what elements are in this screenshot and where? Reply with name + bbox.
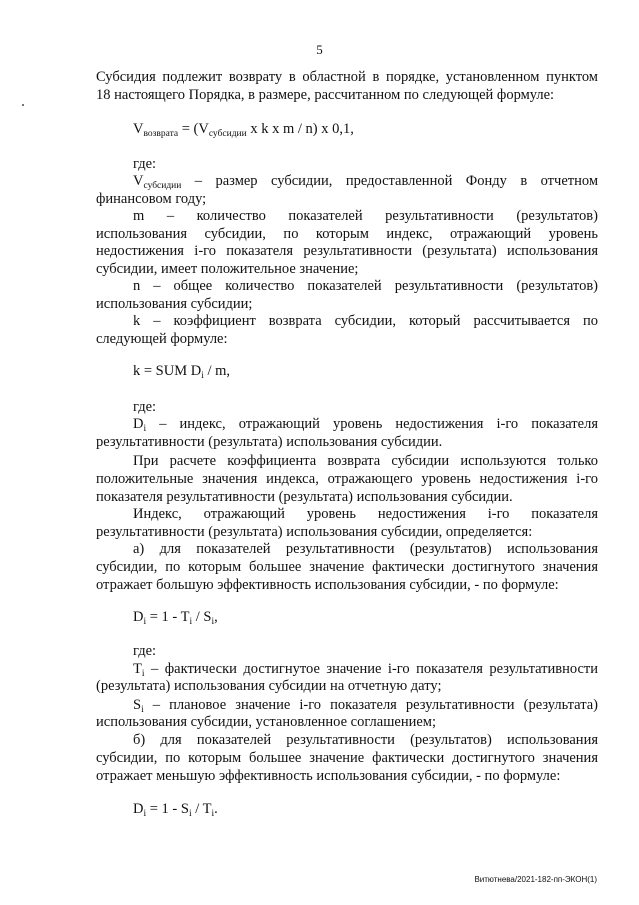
formula-text: = 1 - S [146, 801, 189, 817]
text-line [133, 172, 598, 190]
formula-text: = 1 - T [146, 609, 190, 625]
text-line: k – коэффициент возврата субсидии, который рассчитывается по [133, 313, 598, 329]
formula-subscript: i [141, 669, 145, 678]
formula-subscript: i [211, 809, 215, 818]
text-fragment: – фактически достигнутое значение i-го показателя результативности [144, 661, 598, 677]
formula-text: x k x m / n) x 0,1, [246, 121, 354, 137]
text-line: недостижения i-го показателя результативности (результата) использования [96, 243, 598, 259]
text-line [133, 660, 598, 678]
formula-subscript: субсидии [208, 129, 247, 138]
text-line: результативности (результата) использования субсидии. [96, 434, 443, 450]
formula-text: = (V [178, 121, 209, 137]
text-line: (результата) использования субсидии на отчетную дату; [96, 678, 442, 694]
formula-subscript: i [143, 809, 147, 818]
formula-text: k = SUM D [133, 363, 202, 379]
text-line: финансовом году; [96, 191, 207, 207]
text-line: использования субсидии, по которым индекс, отражающий уровень [96, 226, 598, 242]
text-fragment: – размер субсидии, предоставленной Фонду в отчетном [181, 173, 598, 189]
formula-text: D [133, 609, 144, 625]
formula-text: S [133, 697, 142, 713]
formula-k [133, 362, 230, 380]
text-line [133, 415, 598, 433]
page-number: 5 [316, 42, 323, 57]
where-label: где: [133, 643, 157, 659]
formula-text: . [214, 801, 218, 817]
text-line: 18 настоящего Порядка, в размере, рассчитанном по следующей формуле: [96, 87, 555, 103]
text-line: положительные значения индекса, отражающего уровень недостижения i-го [96, 471, 598, 487]
formula-subscript: субсидии [143, 181, 182, 190]
text-line: а) для показателей результативности (результатов) использования [133, 541, 598, 557]
text-line: субсидии, по которым большее значение фактически достигнутого значения [96, 750, 598, 766]
formula-text: , [214, 609, 218, 625]
formula-subscript: i [143, 617, 147, 626]
formula-text: / T [191, 801, 212, 817]
scan-mark [22, 104, 24, 106]
text-line: Индекс, отражающий уровень недостижения i-го показателя [133, 506, 598, 522]
where-label: где: [133, 156, 157, 172]
text-line: б) для показателей результативности (результатов) использования [133, 732, 598, 748]
text-fragment: – плановое значение i-го показателя результативности (результата) [143, 697, 598, 713]
text-line: результативности (результата) использования субсидии, определяется: [96, 524, 533, 540]
text-line: При расчете коэффициента возврата субсидии используются только [133, 453, 598, 469]
formula-subscript: возврата [143, 129, 179, 138]
text-line: субсидии, по которым большее значение фактически достигнутого значения [96, 559, 598, 575]
formula-subscript: i [188, 809, 192, 818]
text-line [133, 696, 598, 714]
formula-text: V [133, 173, 144, 189]
formula-text: / S [192, 609, 212, 625]
where-label: где: [133, 399, 157, 415]
text-line: использования субсидии, установленное соглашением; [96, 714, 436, 730]
text-line: отражает меньшую эффективность использования субсидии, - по формуле: [96, 768, 561, 784]
formula-subscript: i [189, 617, 193, 626]
formula-text: D [133, 416, 144, 432]
formula-subscript: i [211, 617, 215, 626]
text-line: показателя результативности (результата) использования субсидии. [96, 489, 513, 505]
text-line: n – общее количество показателей результативности (результатов) [133, 278, 598, 294]
formula-v-return [133, 120, 354, 138]
formula-subscript: i [143, 424, 147, 433]
document-footer-id: Витютнева/2021-182-пп-ЭКОН(1) [474, 875, 597, 884]
formula-text: / m, [203, 363, 231, 379]
text-line: m – количество показателей результативности (результатов) [133, 208, 598, 224]
formula-di-b [133, 800, 218, 818]
formula-subscript: i [201, 371, 204, 380]
formula-text: D [133, 801, 144, 817]
text-line: Субсидия подлежит возврату в областной в порядке, установленном пунктом [96, 69, 598, 85]
text-line: отражает большую эффективность использования субсидии, - по формуле: [96, 577, 559, 593]
formula-subscript: i [141, 705, 144, 714]
formula-text: V [133, 121, 144, 137]
formula-text: T [133, 661, 142, 677]
text-line: использования субсидии; [96, 296, 253, 312]
text-fragment: – индекс, отражающий уровень недостижения i-го показателя [146, 416, 598, 432]
formula-di-a [133, 608, 218, 626]
text-line: субсидии, имеет положительное значение; [96, 261, 359, 277]
text-line: следующей формуле: [96, 331, 228, 347]
